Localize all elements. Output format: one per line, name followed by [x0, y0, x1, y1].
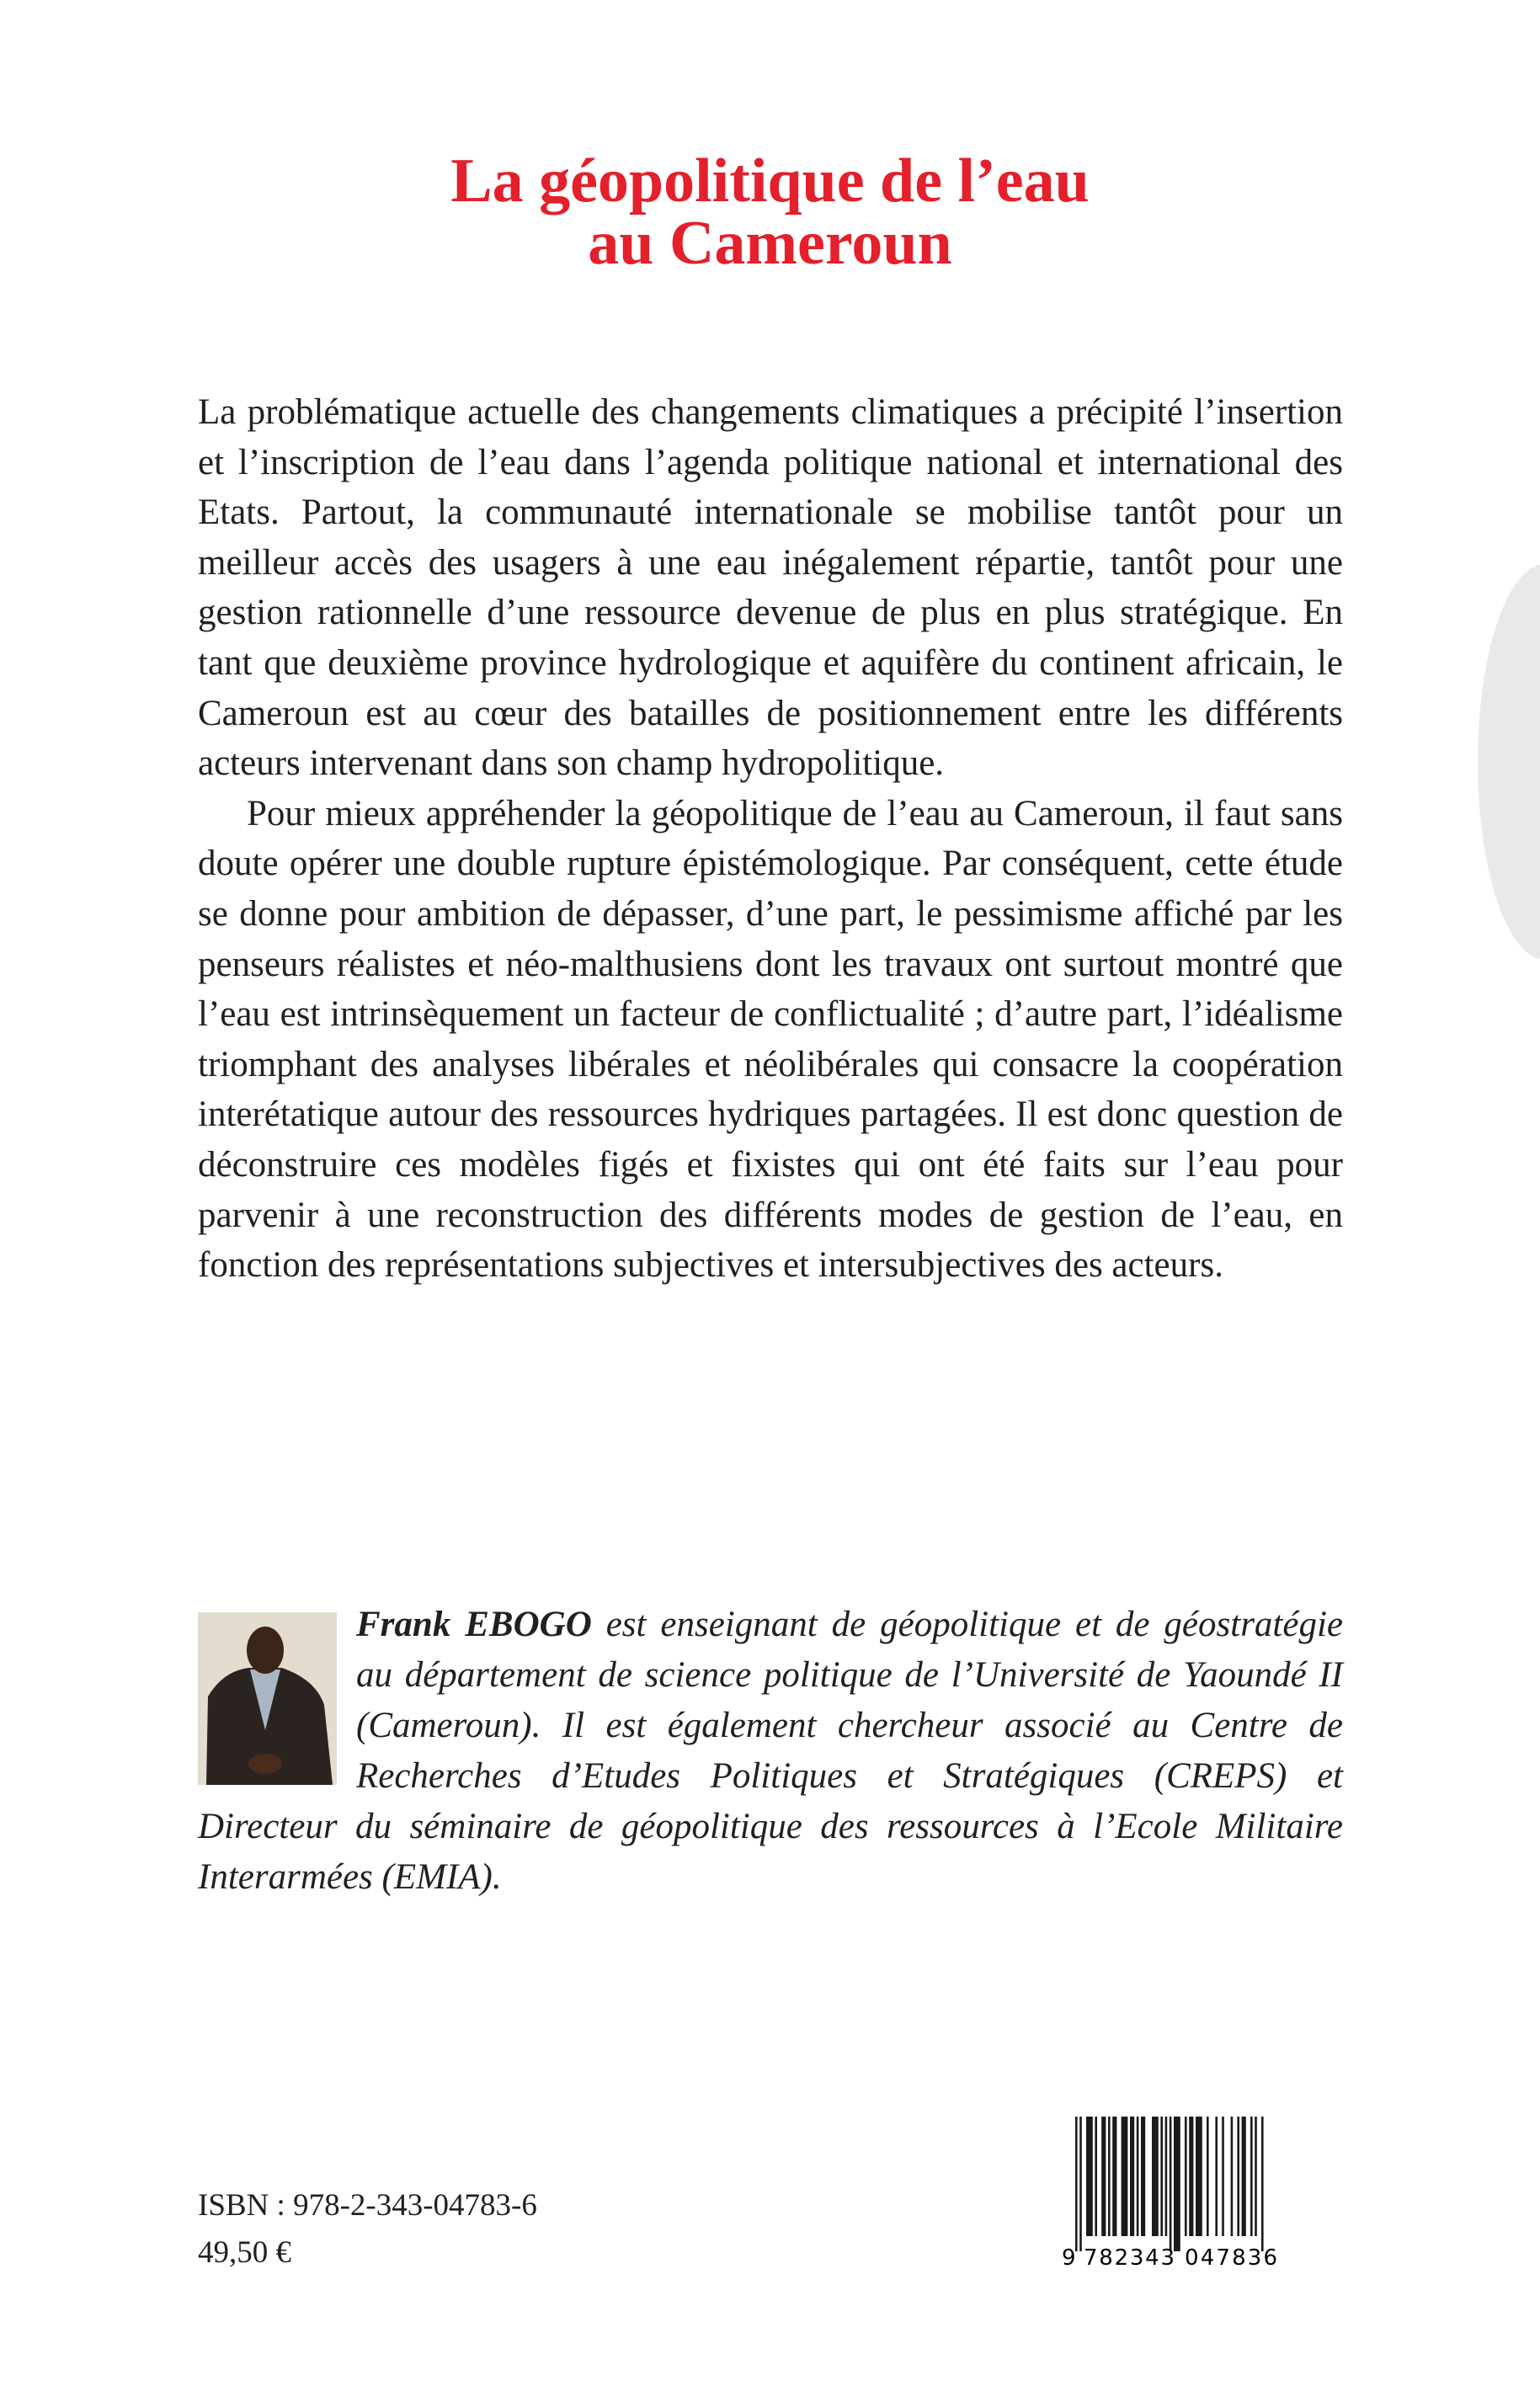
- barcode-bar: [1185, 2117, 1187, 2236]
- barcode-bar: [1130, 2117, 1134, 2236]
- publication-info: [198, 2182, 537, 2277]
- barcode-bar: [1261, 2117, 1264, 2251]
- barcode-bar: [1086, 2117, 1093, 2236]
- barcode-bar: [1165, 2117, 1168, 2236]
- barcode-bar: [1196, 2117, 1202, 2236]
- summary-paragraph: Pour mieux appréhender la géopolitique de l’eau au Cameroun, il faut sans doute opérer une double rupture épistémologique. Par conséquent, cette étude se donne pour ambition de dépasser, d’une part, le pessimisme affiché par les penseurs réalistes et néo-malthusiens dont les travaux ont surtout montré que l’eau est intrinsèquement un facteur de conflictualité ; d’autre part, l’idéalisme triomphant des analyses libérales et néolibérales qui consacre la coopération interétatique autour des ressources hydriques partagées. Il est donc question de déconstruire ces modèles figés et fixistes qui ont été faits sur l’eau pour parvenir à une reconstruction des différents modes de gestion de l’eau, en fonction des représentations subjectives et intersubjectives des acteurs.: [198, 793, 1343, 1286]
- barcode-bar: [1170, 2117, 1172, 2251]
- book-summary: [198, 387, 1343, 1291]
- barcode-bar: [1174, 2117, 1180, 2251]
- author-name: Frank EBOGO: [356, 1605, 592, 1644]
- price: 49,50 €: [198, 2235, 291, 2270]
- barcode-bar: [1222, 2117, 1224, 2236]
- barcode: [1057, 2115, 1301, 2275]
- barcode-bar: [1122, 2117, 1128, 2236]
- title-line-2: au Cameroun: [588, 209, 952, 278]
- author-bio: [198, 1600, 1343, 1903]
- decorative-arc: [1478, 564, 1540, 960]
- barcode-digits-left: 782343: [1084, 2245, 1175, 2271]
- barcode-bar: [1141, 2117, 1145, 2236]
- barcode-bar: [1231, 2117, 1234, 2236]
- barcode-bar: [1215, 2117, 1218, 2236]
- isbn: ISBN : 978-2-343-04783-6: [198, 2188, 537, 2223]
- barcode-bar: [1108, 2117, 1111, 2236]
- barcode-bar: [1242, 2117, 1246, 2236]
- barcode-bar: [1207, 2117, 1209, 2236]
- barcode-digits-right: 047836: [1185, 2245, 1277, 2271]
- barcode-bar: [1095, 2117, 1097, 2236]
- barcode-digit-first: 9: [1062, 2245, 1076, 2271]
- barcode-bar: [1112, 2117, 1116, 2236]
- barcode-bar: [1079, 2117, 1082, 2251]
- summary-paragraph: La problématique actuelle des changements climatiques a précipité l’insertion et l’inscription de l’eau dans l’agenda politique national et international des Etats. Partout, la communauté internationale se mobilise tantôt pour un meilleur accès des usagers à une eau inégalement répartie, tantôt pour une gestion rationnelle d’une ressource devenue de plus en plus stratégique. En tant que deuxième province hydrologique et aquifère du continent africain, le Cameroun est au cœur des batailles de positionnement entre les différents acteurs intervenant dans son champ hydropolitique.: [198, 392, 1343, 784]
- barcode-bar: [1237, 2117, 1239, 2236]
- barcode-bar: [1160, 2117, 1163, 2236]
- barcode-bar: [1152, 2117, 1159, 2236]
- author-bio-text: est enseignant de géopolitique et de géostratégie au département de science politique de l’Université de Yaoundé II (Cameroun). Il est également chercheur associé au Centre de Recherches d’Etudes Politiques et Stratégiques (CREPS) et Directeur du séminaire de géopolitique des ressources à l’Ecole Militaire Interarmées (EMIA).: [198, 1605, 1343, 1897]
- barcode-bar: [1189, 2117, 1193, 2236]
- book-title: [0, 146, 1540, 278]
- barcode-bar: [1250, 2117, 1253, 2236]
- barcode-bar: [1101, 2117, 1106, 2236]
- title-line-1: La géopolitique de l’eau: [450, 146, 1090, 216]
- barcode-bar: [1255, 2117, 1257, 2236]
- barcode-bar: [1137, 2117, 1139, 2236]
- barcode-bar: [1075, 2117, 1078, 2251]
